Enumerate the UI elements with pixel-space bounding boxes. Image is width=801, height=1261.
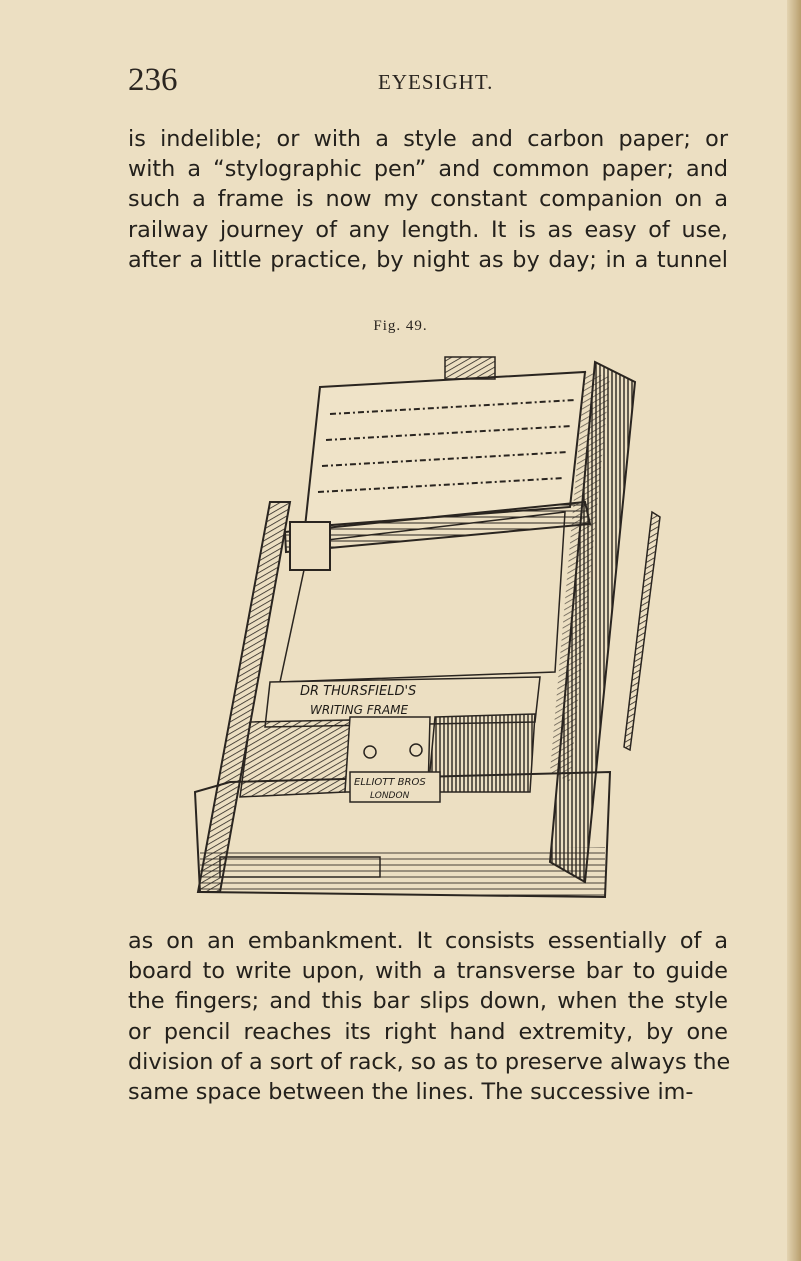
text-line: the fingers; and this bar slips down, when the style bbox=[128, 988, 728, 1015]
stylus-pen bbox=[624, 512, 660, 750]
maker-name: ELLIOTT BROS bbox=[354, 777, 426, 788]
running-head: EYESIGHT. bbox=[378, 70, 494, 94]
text-line: as on an embankment. It consists essentially of a bbox=[128, 928, 728, 954]
maker-city: LONDON bbox=[370, 791, 410, 801]
writing-frame-illustration bbox=[190, 352, 670, 912]
paragraph-top bbox=[128, 124, 728, 275]
page-edge bbox=[787, 0, 801, 1261]
text-line: is indelible; or with a style and carbon paper; or bbox=[128, 126, 728, 152]
paragraph-bottom bbox=[128, 926, 731, 1107]
figure-caption: Fig. 49. bbox=[373, 318, 428, 334]
text-line: or pencil reaches its right hand extremity, by one bbox=[128, 1018, 728, 1045]
page-number: 236 bbox=[128, 62, 178, 98]
page-header bbox=[128, 62, 728, 102]
top-clip bbox=[445, 357, 495, 379]
plate-subtitle: WRITING FRAME bbox=[310, 703, 409, 717]
text-line: with a “stylographic pen” and common paper; and bbox=[128, 156, 728, 183]
text-line: same space between the lines. The successive im- bbox=[128, 1079, 694, 1106]
text-line: after a little practice, by night as by day; in a tunnel bbox=[128, 246, 728, 273]
text-line: railway journey of any length. It is as easy of use, bbox=[128, 216, 728, 243]
text-line: such a frame is now my constant companion on a bbox=[128, 186, 728, 213]
text-line: board to write upon, with a transverse bar to guide bbox=[128, 958, 728, 985]
paper-sheet bbox=[305, 372, 585, 527]
text-line: division of a sort of rack, so as to preserve always the bbox=[128, 1048, 731, 1075]
plate-title: DR THURSFIELD'S bbox=[300, 684, 417, 699]
